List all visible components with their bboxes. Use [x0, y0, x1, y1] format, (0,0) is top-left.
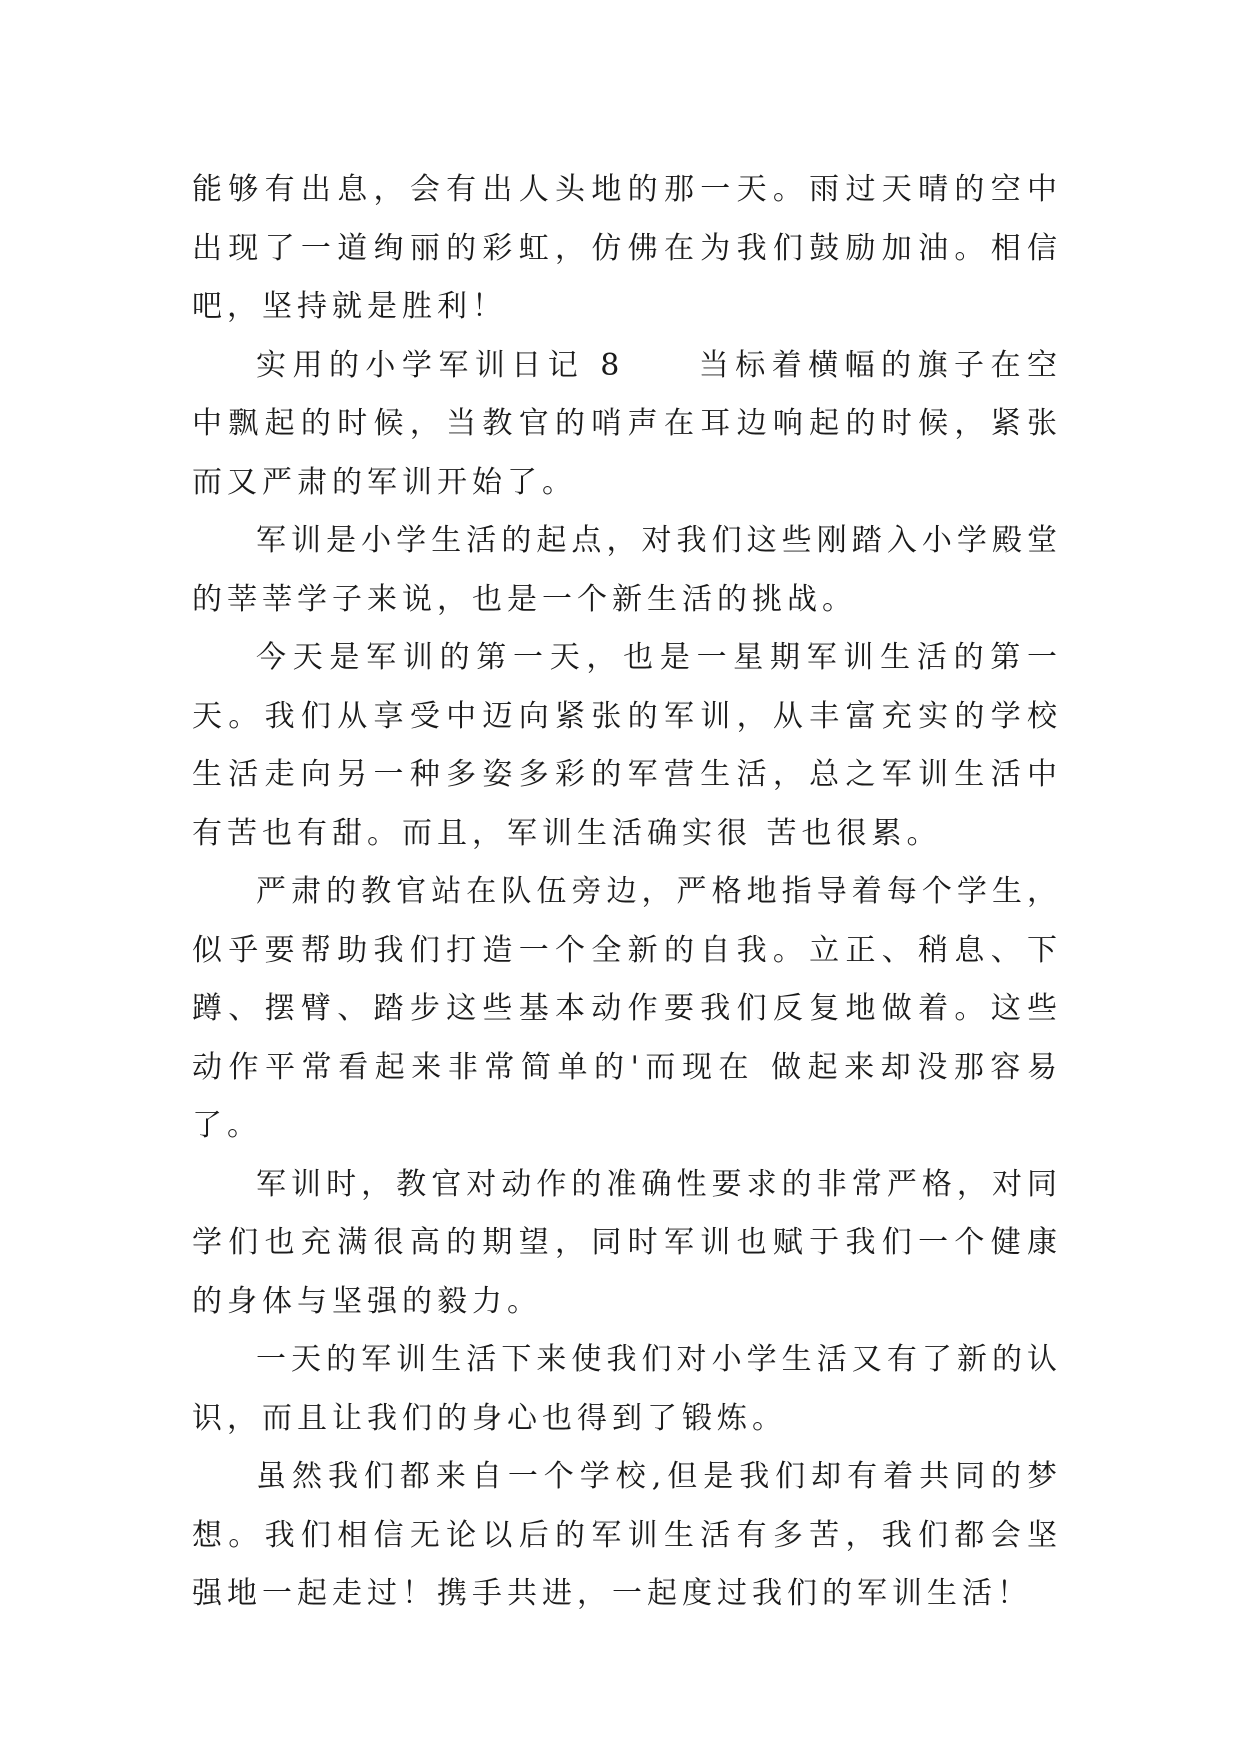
- paragraph: 严肃的教官站在队伍旁边，严格地指导着每个学生，似乎要帮助我们打造一个全新的自我。立正、稍息、下蹲、摆臂、踏步这些基本动作要我们反复地做着。这些动作平常看起来非常简单的'而现在 做起来却没那容易了。: [192, 874, 1062, 1143]
- paragraph: 虽然我们都来自一个学校,但是我们却有着共同的梦想。我们相信无论以后的军训生活有多苦，我们都会坚强地一起走过！携手共进，一起度过我们的军训生活！: [192, 1459, 1062, 1611]
- document-body: [192, 161, 1062, 1624]
- paragraph: 今天是军训的第一天，也是一星期军训生活的第一天。我们从享受中迈向紧张的军训，从丰富充实的学校生活走向另一种多姿多彩的军营生活，总之军训生活中有苦也有甜。而且，军训生活确实很 苦也很累。: [192, 640, 1062, 851]
- paragraph: 一天的军训生活下来使我们对小学生活又有了新的认识，而且让我们的身心也得到了锻炼。: [192, 1342, 1062, 1436]
- paragraph: 军训是小学生活的起点，对我们这些刚踏入小学殿堂的莘莘学子来说，也是一个新生活的挑战。: [192, 523, 1062, 617]
- paragraph: 军训时，教官对动作的准确性要求的非常严格，对同学们也充满很高的期望，同时军训也赋于我们一个健康的身体与坚强的毅力。: [192, 1166, 1062, 1319]
- paragraph: 能够有出息，会有出人头地的那一天。雨过天晴的空中出现了一道绚丽的彩虹，仿佛在为我们鼓励加油。相信吧，坚持就是胜利！: [192, 172, 1062, 324]
- paragraph: 实用的小学军训日记 8 当标着横幅的旗子在空中飘起的时候，当教官的哨声在耳边响起的时候，紧张而又严肃的军训开始了。: [192, 347, 1062, 500]
